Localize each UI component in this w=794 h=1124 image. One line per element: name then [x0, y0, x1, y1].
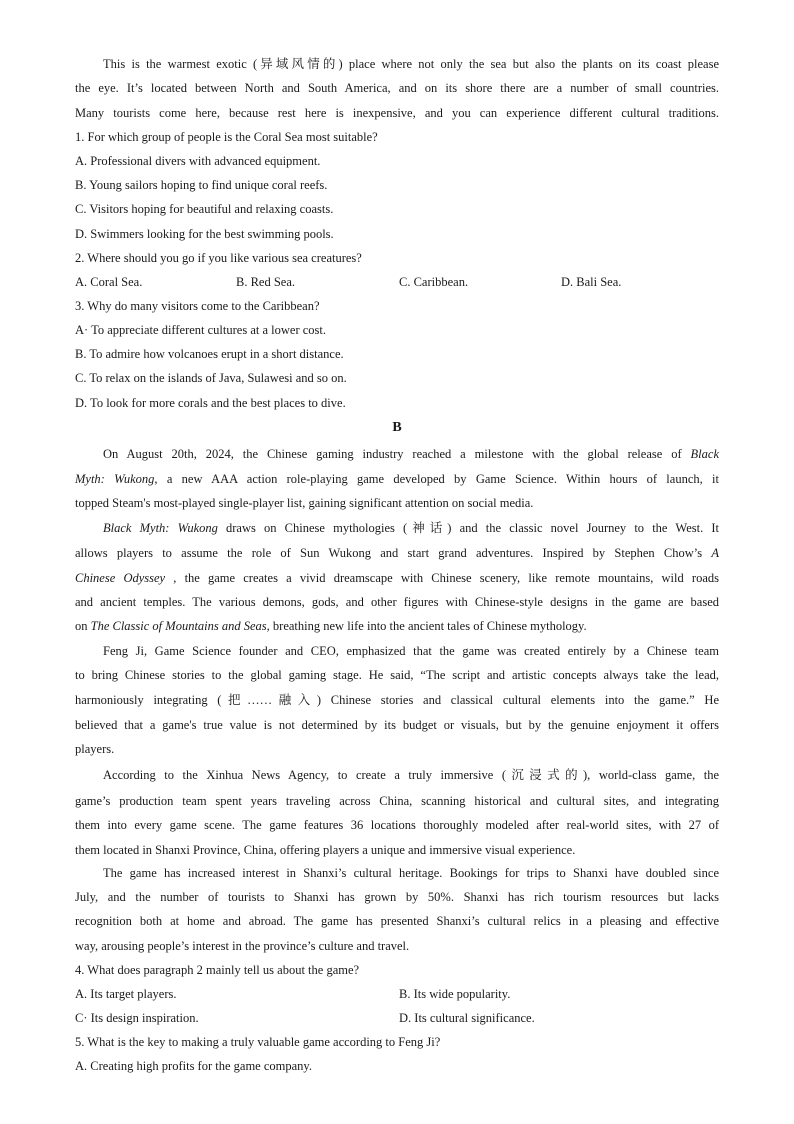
question-4-option-a: A. Its target players. [75, 987, 177, 1001]
passage-line: them into every game scene. The game features 36 locations thoroughly modeled after real-world sites, with 27 of [75, 818, 719, 832]
passage-line: believed that a game's true value is not determined by its budget or visuals, but by the genuine enjoyment it offers [75, 718, 719, 732]
game-title: Myth: Wukong [75, 472, 155, 486]
question-2-option-d: D. Bali Sea. [561, 275, 622, 289]
question-3-option-a: A· To appreciate different cultures at a lower cost. [75, 323, 326, 337]
question-3-option-b: B. To admire how volcanoes erupt in a short distance. [75, 347, 344, 361]
passage-line [103, 520, 719, 536]
question-3-option-c: C. To relax on the islands of Java, Sulawesi and so on. [75, 371, 347, 385]
passage-line [75, 545, 719, 561]
question-2-option-c: C. Caribbean. [399, 275, 469, 289]
question-2-option-b: B. Red Sea. [236, 275, 296, 289]
question-1-stem: 1. For which group of people is the Coral Sea most suitable? [75, 130, 378, 144]
passage-line: way, arousing people’s interest in the province’s culture and travel. [75, 939, 410, 953]
passage-line: Feng Ji, Game Science founder and CEO, emphasized that the game was created entirely by a Chinese team [103, 644, 719, 658]
passage-line: This is the warmest exotic (异域风情的) place where not only the sea but also the plants on its coast please [103, 57, 719, 71]
passage-line: The game has increased interest in Shanxi’s cultural heritage. Bookings for trips to Shanxi have doubled since [103, 866, 719, 880]
passage-text: draws on Chinese mythologies (神话) and the classic novel Journey to the West. It [217, 521, 719, 535]
passage-line [75, 570, 719, 586]
question-5-option-a: A. Creating high profits for the game company. [75, 1059, 312, 1073]
passage-line: Many tourists come here, because rest here is inexpensive, and you can experience different cultural traditions. [75, 106, 719, 120]
passage-text: breathing new life into the ancient tales of Chinese mythology. [269, 619, 587, 633]
passage-line: players. [75, 742, 115, 756]
question-3-option-d: D. To look for more corals and the best places to dive. [75, 396, 346, 410]
passage-line: the eye. It’s located between North and South America, and on its shore there are a number of small countries. [75, 81, 719, 95]
section-b-heading: B [392, 420, 402, 435]
passage-line: harmoniously integrating (把……融入) Chinese stories and classical cultural elements into the game.” He [75, 693, 719, 707]
question-2-option-a: A. Coral Sea. [75, 275, 143, 289]
passage-line: recognition both at home and abroad. The game has presented Shanxi’s cultural relics in a pleasing and effective [75, 914, 719, 928]
film-title: Chinese Odyssey [75, 571, 166, 585]
question-1-option-c: C. Visitors hoping for beautiful and relaxing coasts. [75, 202, 334, 216]
passage-line [75, 471, 719, 487]
question-4-stem: 4. What does paragraph 2 mainly tell us about the game? [75, 963, 360, 977]
passage-line [103, 446, 719, 462]
question-1-option-a: A. Professional divers with advanced equipment. [75, 154, 321, 168]
question-4-option-b: B. Its wide popularity. [399, 987, 511, 1001]
passage-line: to bring Chinese stories to the global gaming stage. He said, “The script and artistic concepts always take the lead, [75, 668, 719, 682]
question-1-option-b: B. Young sailors hoping to find unique coral reefs. [75, 178, 328, 192]
book-title: The Classic of Mountains and Seas, [90, 619, 270, 633]
question-4-option-d: D. Its cultural significance. [399, 1011, 535, 1025]
passage-line: and ancient temples. The various demons, gods, and other figures with Chinese-style designs in the game are based [75, 595, 719, 609]
question-2-stem: 2. Where should you go if you like various sea creatures? [75, 251, 362, 265]
question-1-option-d: D. Swimmers looking for the best swimming pools. [75, 227, 334, 241]
question-3-stem: 3. Why do many visitors come to the Caribbean? [75, 299, 320, 313]
passage-line [75, 618, 587, 634]
passage-line: topped Steam's most-played single-player list, gaining significant attention on social media. [75, 496, 534, 510]
passage-text: , a new AAA action role-playing game developed by Game Science. Within hours of launch, it [154, 472, 719, 486]
passage-text: allows players to assume the role of Sun Wukong and start grand adventures. Inspired by Stephen Chow’s [75, 546, 703, 560]
passage-line: them located in Shanxi Province, China, offering players a unique and immersive visual experience. [75, 843, 576, 857]
passage-line: July, and the number of tourists to Shanxi has grown by 50%. Shanxi has rich tourism resources but lacks [75, 890, 719, 904]
passage-line: game’s production team spent years traveling across China, scanning historical and cultural sites, and integrating [75, 794, 719, 808]
question-4-option-c: C· Its design inspiration. [75, 1011, 199, 1025]
question-5-stem: 5. What is the key to making a truly valuable game according to Feng Ji? [75, 1035, 441, 1049]
game-title: Black [690, 447, 719, 461]
passage-text: on [75, 619, 91, 633]
passage-text: On August 20th, 2024, the Chinese gaming industry reached a milestone with the global release of [103, 447, 682, 461]
film-title: A [711, 546, 719, 560]
passage-line: According to the Xinhua News Agency, to create a truly immersive (沉浸式的), world-class game, the [103, 768, 719, 782]
game-title: Black Myth: Wukong [103, 521, 218, 535]
passage-text: , the game creates a vivid dreamscape with Chinese scenery, like remote mountains, wild roads [165, 571, 719, 585]
